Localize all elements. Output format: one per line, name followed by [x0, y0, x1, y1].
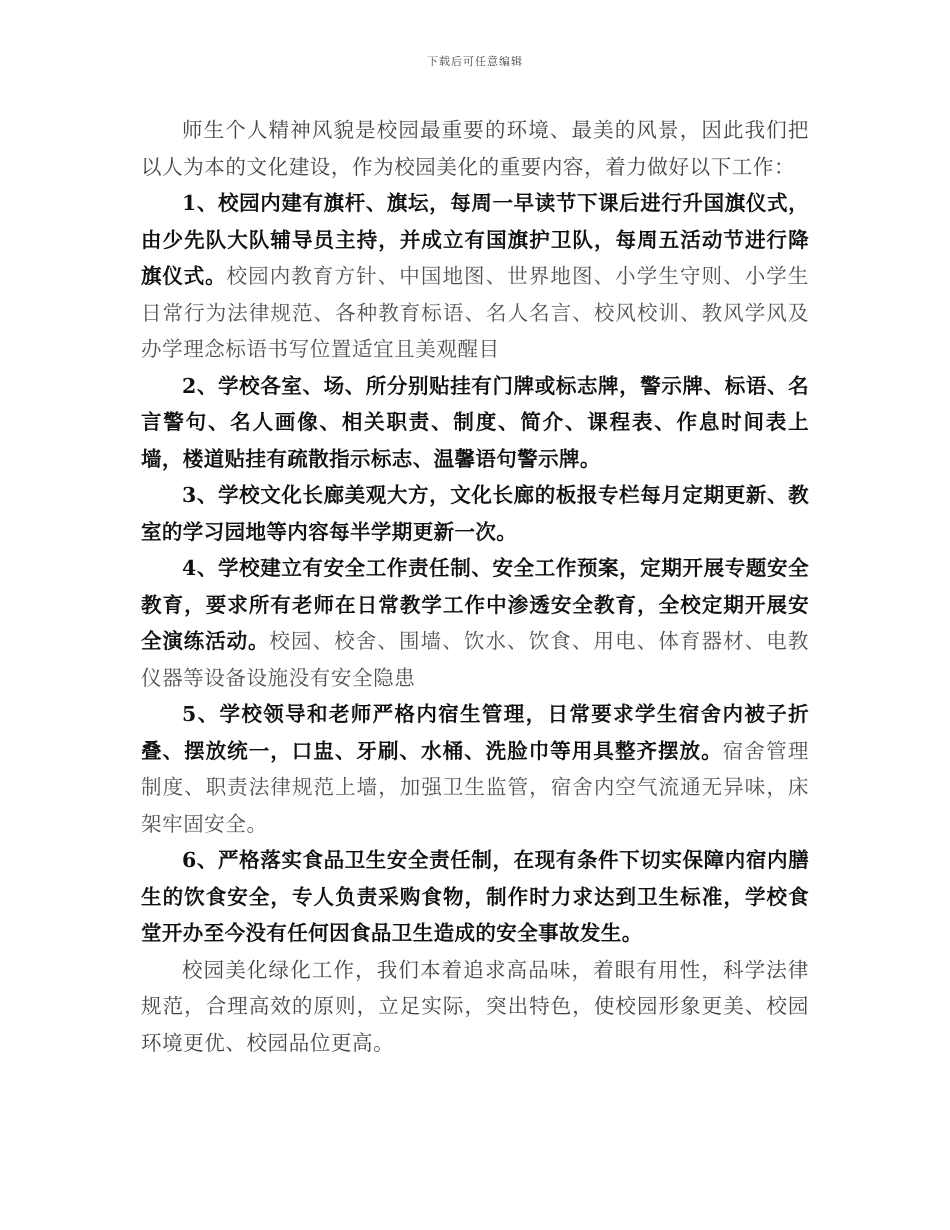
- outro-paragraph: [141, 952, 809, 1062]
- item-5-bold-text: 5、学校领导和老师严格内宿生管理，日常要求学生宿舍内被子折叠、摆放统一，口盅、牙刷、水桶、洗脸巾等用具整齐摆放。: [141, 702, 809, 763]
- item-5-paragraph: [141, 696, 809, 842]
- item-3-bold-text: 3、学校文化长廊美观大方，文化长廊的板报专栏每月定期更新、教室的学习园地等内容每半学期更新一次。: [141, 483, 809, 544]
- page-header: 下载后可任意编辑: [427, 55, 523, 68]
- item-4-paragraph: [141, 550, 809, 696]
- outro-text: 校园美化绿化工作，我们本着追求高品味，着眼有用性，科学法律规范，合理高效的原则，立足实际，突出特色，使校园形象更美、校园环境更优、校园品位更高。: [141, 957, 809, 1055]
- item-3-paragraph: [141, 477, 809, 550]
- item-6-paragraph: [141, 842, 809, 952]
- item-2-paragraph: [141, 368, 809, 478]
- item-4-bold-text: 4、学校建立有安全工作责任制、安全工作预案，定期开展专题安全教育，要求所有老师在日常教学工作中渗透安全教育，全校定期开展安全演练活动。: [141, 556, 809, 653]
- intro-paragraph: [141, 112, 809, 185]
- item-5-normal-text: 宿舍管理制度、职责法律规范上墙，加强卫生监管，宿舍内空气流通无异味，床架牢固安全。: [141, 738, 809, 836]
- item-1-paragraph: [141, 185, 809, 368]
- item-4-normal-text: 校园、校舍、围墙、饮水、饮食、用电、体育器材、电教仪器等设备设施没有安全隐患: [141, 629, 809, 690]
- item-6-bold-text: 6、严格落实食品卫生安全责任制，在现有条件下切实保障内宿内膳生的饮食安全，专人负责采购食物，制作时力求达到卫生标准，学校食堂开办至今没有任何因食品卫生造成的安全事故发生。: [141, 848, 809, 945]
- item-1-bold-text: 1、校园内建有旗杆、旗坛，每周一早读节下课后进行升国旗仪式，由少先队大队辅导员主持，并成立有国旗护卫队，每周五活动节进行降旗仪式。: [141, 191, 809, 288]
- intro-text: 师生个人精神风貌是校园最重要的环境、最美的风景，因此我们把以人为本的文化建设，作为校园美化的重要内容，着力做好以下工作：: [141, 118, 809, 179]
- document-body: [141, 112, 809, 1061]
- item-1-normal-text: 校园内教育方针、中国地图、世界地图、小学生守则、小学生日常行为法律规范、各种教育标语、名人名言、校风校训、教风学风及办学理念标语书写位置适宜且美观醒目: [141, 264, 809, 361]
- item-2-bold-text: 2、学校各室、场、所分别贴挂有门牌或标志牌，警示牌、标语、名言警句、名人画像、相关职责、制度、简介、课程表、作息时间表上墙，楼道贴挂有疏散指示标志、温馨语句警示牌。: [141, 373, 809, 471]
